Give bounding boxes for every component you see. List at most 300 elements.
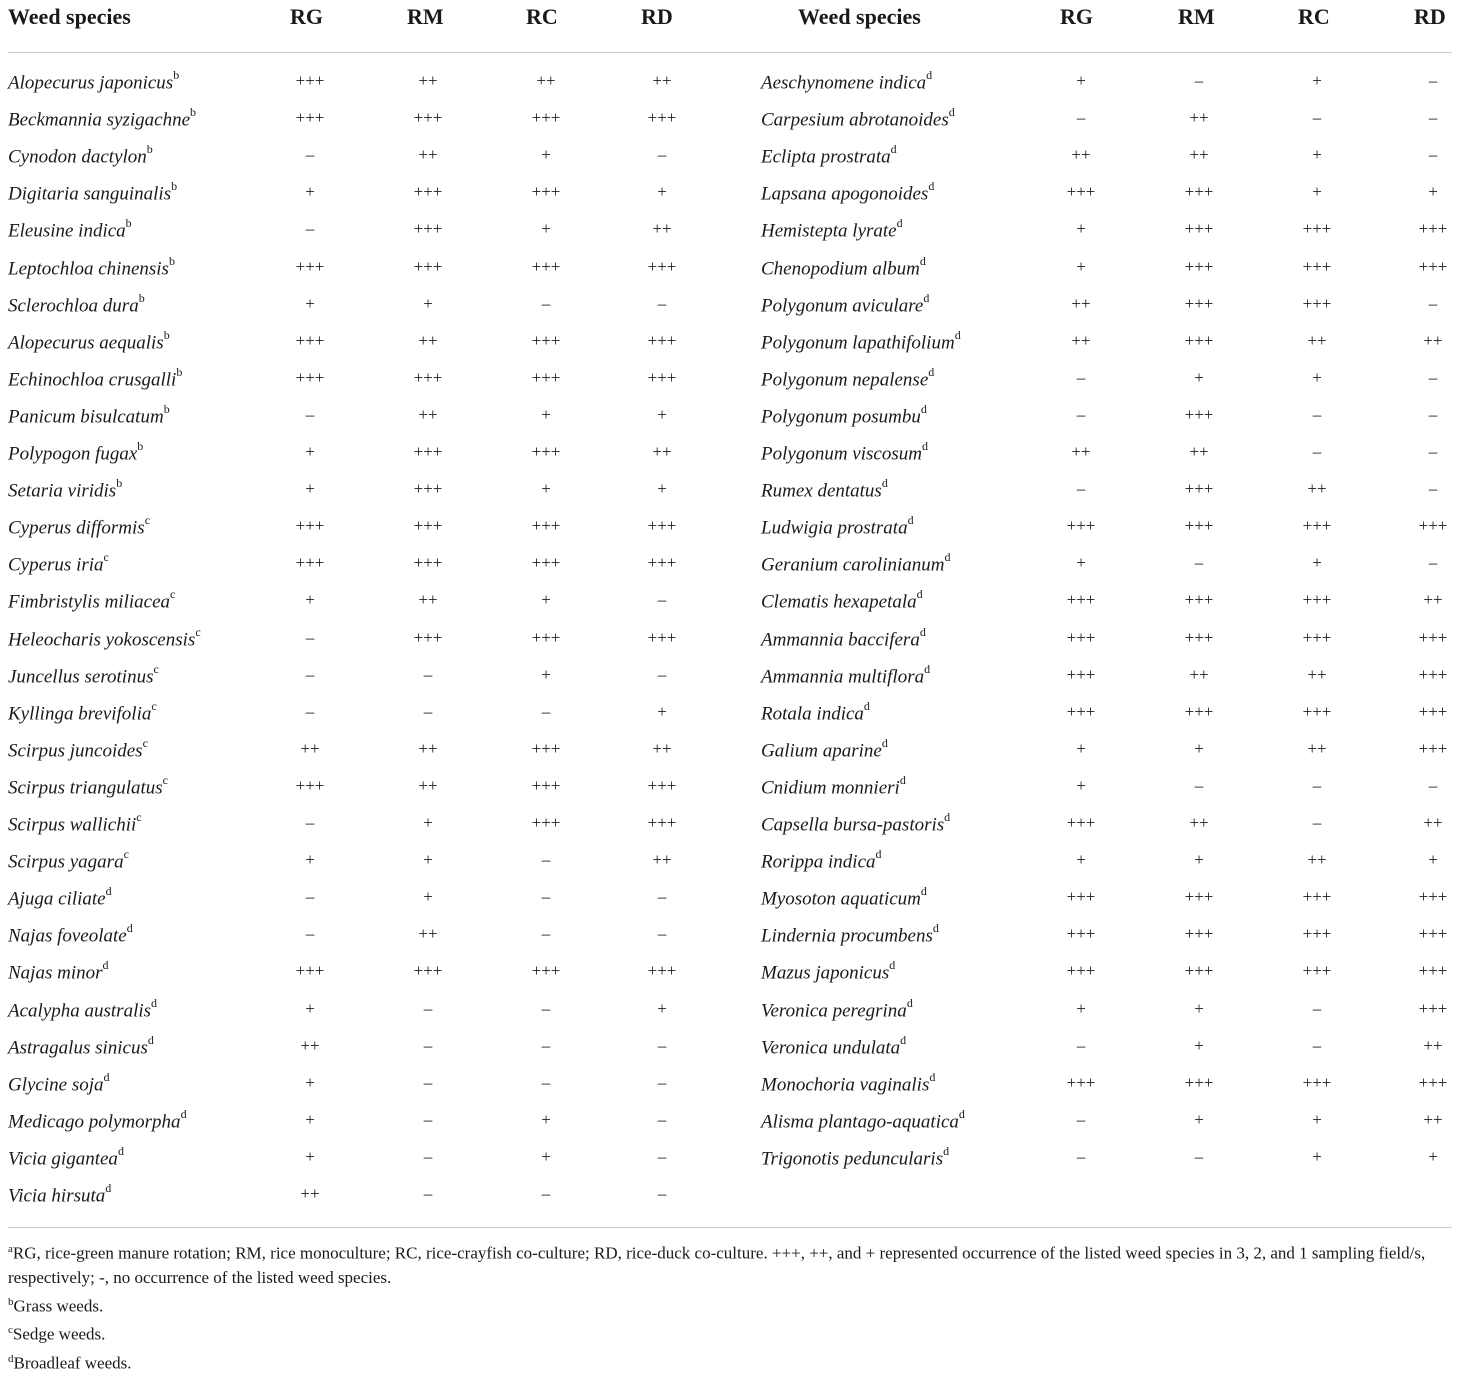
occurrence-rd: – <box>657 1035 667 1055</box>
occurrence-rc: – <box>541 1184 551 1203</box>
species-label: Capsella bursa-pastoris <box>761 814 945 836</box>
right-table-row <box>0 589 1460 626</box>
occurrence-rg: + <box>1076 256 1086 276</box>
occurrence-rc: – <box>1312 108 1322 128</box>
species-name <box>761 960 895 984</box>
occurrence-rc: – <box>1312 404 1322 424</box>
species-category-marker: c <box>170 587 176 602</box>
occurrence-rg: – <box>305 701 315 721</box>
species-category-marker: d <box>919 253 926 268</box>
occurrence-rd: – <box>1428 293 1438 313</box>
species-category-marker: d <box>881 476 888 491</box>
occurrence-rm: ++ <box>1189 442 1209 461</box>
species-category-marker: d <box>180 1106 187 1121</box>
occurrence-rd: +++ <box>647 627 677 647</box>
species-name <box>761 772 906 799</box>
species-name <box>8 1183 111 1207</box>
occurrence-rd: – <box>657 1072 667 1092</box>
right-table-row <box>0 478 1460 515</box>
species-label: Veronica undulata <box>761 1036 901 1058</box>
species-category-marker: b <box>171 179 178 194</box>
occurrence-rd: +++ <box>1418 924 1448 944</box>
occurrence-rm: +++ <box>1184 701 1214 721</box>
occurrence-rg: – <box>305 887 315 907</box>
occurrence-rm: +++ <box>413 479 443 499</box>
header-right-species: Weed species <box>798 4 921 29</box>
species-label: Vicia hirsuta <box>8 1185 106 1207</box>
species-label: Polygonum aviculare <box>761 294 924 316</box>
footnote-b-text: Grass weeds. <box>13 1296 104 1316</box>
occurrence-rm: +++ <box>1184 404 1214 424</box>
occurrence-rg: +++ <box>295 108 325 128</box>
right-table-row <box>0 515 1460 552</box>
occurrence-rd: – <box>1428 145 1438 165</box>
occurrence-rm: +++ <box>1184 516 1214 536</box>
occurrence-rm: +++ <box>1184 627 1214 647</box>
occurrence-rm: +++ <box>1184 590 1214 610</box>
species-category-marker: d <box>932 921 939 936</box>
right-table-row <box>0 253 1460 293</box>
footnote-c <box>8 1318 1452 1347</box>
occurrence-rm: ++ <box>418 404 438 424</box>
species-category-marker: d <box>899 772 906 787</box>
species-label: Acalypha australis <box>8 999 152 1021</box>
occurrence-rd: – <box>657 145 667 165</box>
occurrence-rm: ++ <box>418 590 438 610</box>
species-name <box>761 107 955 131</box>
occurrence-rc: ++ <box>1307 850 1327 870</box>
species-category-marker: b <box>168 253 175 268</box>
occurrence-rc: + <box>541 664 551 684</box>
occurrence-rc: + <box>1312 145 1322 165</box>
occurrence-rg: +++ <box>1066 887 1096 907</box>
species-category-marker: d <box>928 179 935 194</box>
species-name <box>761 995 913 1022</box>
occurrence-rg: ++ <box>1071 145 1091 165</box>
occurrence-rd: +++ <box>647 775 677 795</box>
species-label: Ludwigia prostrata <box>761 517 908 539</box>
occurrence-rc: +++ <box>1302 293 1332 313</box>
occurrence-rg: – <box>1076 367 1086 387</box>
right-table-row <box>0 181 1460 218</box>
occurrence-rd: ++ <box>652 71 672 90</box>
species-name <box>761 441 928 465</box>
occurrence-rg: + <box>305 1072 315 1092</box>
occurrence-rc: ++ <box>1307 330 1327 350</box>
right-table-row <box>0 624 1460 664</box>
occurrence-rc: +++ <box>1302 701 1332 721</box>
species-label: Kyllinga brevifolia <box>8 703 152 725</box>
occurrence-rg: + <box>1076 738 1086 758</box>
species-label: Polypogon fugax <box>8 443 138 465</box>
occurrence-rc: – <box>1312 813 1322 832</box>
occurrence-rd: + <box>657 479 667 499</box>
occurrence-rm: + <box>423 887 433 907</box>
right-table-row <box>0 886 1460 923</box>
occurrence-rd: – <box>1428 553 1438 573</box>
right-table-row <box>0 735 1460 775</box>
occurrence-rg: ++ <box>1071 293 1091 313</box>
occurrence-rd: +++ <box>647 516 677 536</box>
occurrence-rm: +++ <box>413 516 443 536</box>
left-table-row <box>0 1183 1460 1220</box>
species-label: Scirpus wallichii <box>8 814 137 836</box>
occurrence-rd: – <box>657 1146 667 1166</box>
species-name <box>761 290 930 317</box>
footnote-b <box>8 1290 1452 1319</box>
occurrence-rg: + <box>1076 219 1086 239</box>
occurrence-rd: – <box>657 664 667 684</box>
occurrence-rg: – <box>305 627 315 647</box>
occurrence-rm: ++ <box>1189 108 1209 128</box>
occurrence-rm: +++ <box>413 256 443 276</box>
occurrence-rc: + <box>541 479 551 499</box>
occurrence-rc: + <box>1312 71 1322 90</box>
occurrence-rd: +++ <box>1418 256 1448 276</box>
occurrence-rg: +++ <box>1066 664 1096 684</box>
species-category-marker: b <box>163 327 170 342</box>
occurrence-rg: – <box>1076 1146 1086 1166</box>
right-table-row <box>0 1069 1460 1109</box>
species-category-marker: d <box>928 364 935 379</box>
occurrence-rg: +++ <box>1066 182 1096 202</box>
species-category-marker: d <box>944 810 951 824</box>
right-table-row <box>0 960 1460 997</box>
header-left-rc: RC <box>526 4 558 29</box>
occurrence-rm: + <box>1194 1109 1204 1129</box>
occurrence-rg: ++ <box>1071 330 1091 350</box>
right-table-row <box>0 923 1460 960</box>
species-category-marker: d <box>906 995 913 1010</box>
species-label: Monochoria vaginalis <box>761 1074 930 1096</box>
header-right-rc: RC <box>1298 4 1330 29</box>
species-label: Polygonum posumbu <box>761 406 921 428</box>
occurrence-rg: – <box>305 145 315 165</box>
occurrence-rm: ++ <box>418 145 438 165</box>
species-category-marker: d <box>944 550 951 565</box>
occurrence-rc: + <box>1312 1109 1322 1129</box>
species-category-marker: d <box>896 216 903 231</box>
species-category-marker: d <box>907 513 914 528</box>
species-label: Cyperus iria <box>8 554 104 576</box>
species-category-marker: c <box>142 735 148 750</box>
occurrence-rc: +++ <box>531 738 561 758</box>
species-name <box>761 401 927 428</box>
right-table-row <box>0 661 1460 701</box>
footnote-d-text: Broadleaf weeds. <box>13 1353 132 1373</box>
footnote-c-marker: c <box>8 1324 13 1337</box>
occurrence-rc: +++ <box>1302 924 1332 944</box>
occurrence-rg: + <box>305 1109 315 1129</box>
occurrence-rd: +++ <box>1418 664 1448 684</box>
right-table-row <box>0 812 1460 849</box>
species-label: Scirpus yagara <box>8 851 124 873</box>
occurrence-rg: + <box>305 182 315 202</box>
species-name <box>761 849 882 873</box>
species-label: Myosoton aquaticum <box>761 888 921 910</box>
occurrence-rg: + <box>1076 998 1086 1018</box>
occurrence-rc: +++ <box>531 330 561 350</box>
species-category-marker: c <box>136 810 142 824</box>
species-name <box>761 1032 907 1059</box>
species-name <box>761 624 926 651</box>
species-category-marker: c <box>151 698 157 713</box>
occurrence-rg: – <box>1076 1109 1086 1129</box>
species-category-marker: b <box>190 105 197 120</box>
species-label: Alopecurus aequalis <box>8 332 164 354</box>
occurrence-rd: + <box>657 998 667 1018</box>
occurrence-rd: +++ <box>1418 998 1448 1018</box>
species-label: Polygonum nepalense <box>761 369 929 391</box>
occurrence-rm: +++ <box>1184 961 1214 981</box>
occurrence-rc: + <box>1312 182 1322 202</box>
occurrence-rm: +++ <box>1184 924 1214 944</box>
species-label: Scirpus juncoides <box>8 740 143 762</box>
footnote-d-marker: d <box>8 1352 14 1365</box>
occurrence-rm: + <box>1194 1035 1204 1055</box>
species-label: Polygonum viscosum <box>761 443 922 465</box>
occurrence-rd: ++ <box>652 850 672 870</box>
species-category-marker: d <box>900 1032 907 1047</box>
footnote-a-text: RG, rice-green manure rotation; RM, rice monoculture; RC, rice-crayfish co-culture; RD, rice-duck co-culture. +++, ++, and + represented occurrence of the listed weed species in 3, 2, and 1 sampling field/s, respectively; -, no occurrence of the listed weed species. <box>8 1243 1426 1287</box>
occurrence-rg: + <box>1076 775 1086 795</box>
right-table-row <box>0 1143 1460 1183</box>
occurrence-rd: +++ <box>1418 516 1448 536</box>
species-name <box>761 661 931 688</box>
species-category-marker: d <box>881 735 888 750</box>
occurrence-rd: +++ <box>647 813 677 832</box>
species-name <box>761 144 897 168</box>
species-name <box>761 923 939 947</box>
occurrence-rc: +++ <box>531 553 561 573</box>
species-label: Panicum bisulcatum <box>8 406 164 428</box>
occurrence-rm: + <box>423 813 433 832</box>
occurrence-rm: – <box>423 701 433 721</box>
species-label: Sclerochloa dura <box>8 294 139 316</box>
occurrence-rg: ++ <box>300 1035 320 1055</box>
species-name <box>761 364 935 391</box>
header-left-species: Weed species <box>8 4 131 29</box>
species-category-marker: d <box>920 884 927 899</box>
occurrence-rd: ++ <box>1423 1035 1443 1055</box>
species-label: Digitaria sanguinalis <box>8 183 172 205</box>
species-category-marker: d <box>102 958 109 973</box>
occurrence-rm: +++ <box>413 627 443 647</box>
species-category-marker: d <box>117 1143 124 1158</box>
species-label: Mazus japonicus <box>761 962 890 984</box>
species-name <box>761 698 870 725</box>
species-category-marker: d <box>147 1032 154 1047</box>
species-category-marker: d <box>889 958 896 973</box>
species-category-marker: d <box>151 995 158 1010</box>
occurrence-rd: + <box>657 182 667 202</box>
species-category-marker: b <box>116 476 123 491</box>
occurrence-rd: – <box>1428 71 1438 90</box>
species-label: Setaria viridis <box>8 480 117 502</box>
occurrence-rm: – <box>423 998 433 1018</box>
occurrence-rg: +++ <box>1066 516 1096 536</box>
species-name <box>761 886 927 910</box>
occurrence-rg: + <box>305 293 315 313</box>
occurrence-rd: – <box>1428 442 1438 461</box>
footnote-b-marker: b <box>8 1295 14 1308</box>
species-label: Cyperus difformis <box>8 517 145 539</box>
occurrence-rm: ++ <box>418 738 438 758</box>
species-category-marker: d <box>126 921 133 936</box>
species-label: Juncellus serotinus <box>8 665 154 687</box>
occurrence-rc: ++ <box>1307 479 1327 499</box>
occurrence-rg: ++ <box>300 738 320 758</box>
species-label: Fimbristylis miliacea <box>8 591 171 613</box>
occurrence-rd: +++ <box>1418 961 1448 981</box>
species-label: Scirpus triangulatus <box>8 777 163 799</box>
occurrence-rm: + <box>1194 998 1204 1018</box>
occurrence-rd: +++ <box>647 256 677 276</box>
occurrence-rm: – <box>423 1146 433 1166</box>
occurrence-rg: +++ <box>1066 1072 1096 1092</box>
species-category-marker: c <box>153 661 159 676</box>
occurrence-rd: ++ <box>652 442 672 461</box>
occurrence-rm: +++ <box>1184 293 1214 313</box>
species-label: Clematis hexapetala <box>761 591 917 613</box>
right-table-row <box>0 327 1460 367</box>
occurrence-rm: +++ <box>1184 330 1214 350</box>
species-category-marker: d <box>943 1143 950 1158</box>
occurrence-rg: – <box>305 664 315 684</box>
occurrence-rg: – <box>1076 108 1086 128</box>
species-category-marker: c <box>195 624 201 639</box>
occurrence-rc: + <box>541 219 551 239</box>
species-label: Najas minor <box>8 962 103 984</box>
occurrence-rd: ++ <box>1423 813 1443 832</box>
occurrence-rd: +++ <box>647 553 677 573</box>
occurrence-rc: + <box>541 145 551 165</box>
right-table-row <box>0 772 1460 812</box>
species-category-marker: d <box>916 587 923 602</box>
occurrence-rd: + <box>1428 850 1438 870</box>
header-rule <box>8 52 1452 53</box>
occurrence-rg: +++ <box>295 367 325 387</box>
species-label: Ammannia multiflora <box>761 665 925 687</box>
occurrence-rc: + <box>1312 1146 1322 1166</box>
occurrence-rg: +++ <box>295 256 325 276</box>
occurrence-rm: + <box>1194 850 1204 870</box>
footnote-a-marker: a <box>8 1243 13 1255</box>
occurrence-rg: + <box>1076 850 1086 870</box>
species-category-marker: d <box>920 401 927 416</box>
occurrence-rc: +++ <box>531 627 561 647</box>
species-label: Vicia gigantea <box>8 1148 118 1170</box>
occurrence-rc: – <box>1312 775 1322 795</box>
header-right-rd: RD <box>1414 4 1446 29</box>
footnote-d <box>8 1347 1452 1376</box>
species-label: Najas foveolate <box>8 925 127 947</box>
occurrence-rm: +++ <box>1184 479 1214 499</box>
occurrence-rd: ++ <box>1423 330 1443 350</box>
occurrence-rc: +++ <box>531 813 561 832</box>
occurrence-rc: – <box>541 850 551 870</box>
occurrence-rc: – <box>1312 998 1322 1018</box>
species-label: Veronica peregrina <box>761 999 907 1021</box>
occurrence-rd: – <box>657 887 667 907</box>
occurrence-rm: +++ <box>1184 887 1214 907</box>
right-table-row <box>0 401 1460 441</box>
occurrence-rc: + <box>1312 553 1322 573</box>
occurrence-rg: + <box>1076 553 1086 573</box>
occurrence-rd: – <box>657 1109 667 1129</box>
table-header-row <box>0 0 1460 40</box>
occurrence-rg: ++ <box>300 1184 320 1203</box>
occurrence-rg: +++ <box>295 516 325 536</box>
occurrence-rg: + <box>305 479 315 499</box>
header-left-rm: RM <box>407 4 444 29</box>
species-category-marker: d <box>863 698 870 713</box>
occurrence-rm: +++ <box>413 553 443 573</box>
occurrence-rm: +++ <box>413 182 443 202</box>
species-label: Geranium carolinianum <box>761 554 945 576</box>
occurrence-rg: + <box>305 442 315 461</box>
occurrence-rm: +++ <box>1184 182 1214 202</box>
occurrence-rc: +++ <box>531 367 561 387</box>
species-category-marker: c <box>144 513 151 528</box>
occurrence-rd: + <box>1428 182 1438 202</box>
species-category-marker: d <box>954 327 961 342</box>
occurrence-rd: +++ <box>647 961 677 981</box>
species-category-marker: d <box>926 68 933 82</box>
occurrence-rc: +++ <box>1302 1072 1332 1092</box>
occurrence-rc: – <box>1312 442 1322 461</box>
occurrence-rg: +++ <box>1066 924 1096 944</box>
species-category-marker: d <box>103 1069 110 1084</box>
occurrence-rm: ++ <box>418 71 438 90</box>
occurrence-rm: +++ <box>1184 1072 1214 1092</box>
species-name <box>761 589 923 613</box>
right-table-row <box>0 107 1460 144</box>
occurrence-rd: + <box>1428 1146 1438 1166</box>
occurrence-rd: ++ <box>1423 590 1443 610</box>
occurrence-rg: +++ <box>295 775 325 795</box>
species-label: Alisma plantago-aquatica <box>761 1111 959 1133</box>
species-category-marker: d <box>923 290 930 305</box>
occurrence-rc: +++ <box>531 442 561 461</box>
occurrence-rd: +++ <box>647 367 677 387</box>
species-name <box>761 552 950 576</box>
occurrence-rd: +++ <box>1418 627 1448 647</box>
occurrence-rd: +++ <box>647 330 677 350</box>
occurrence-rd: – <box>657 590 667 610</box>
species-label: Rorippa indica <box>761 851 876 873</box>
occurrence-rm: +++ <box>1184 219 1214 239</box>
occurrence-rc: + <box>1312 367 1322 387</box>
right-table-row <box>0 1032 1460 1072</box>
species-category-marker: d <box>921 439 928 453</box>
footnote-a <box>8 1237 1452 1290</box>
species-category-marker: d <box>924 661 931 676</box>
occurrence-rm: + <box>1194 367 1204 387</box>
occurrence-rc: +++ <box>531 256 561 276</box>
occurrence-rg: + <box>305 998 315 1018</box>
occurrence-rg: + <box>305 850 315 870</box>
species-name <box>761 1069 936 1096</box>
occurrence-rg: + <box>1076 71 1086 90</box>
occurrence-rg: – <box>1076 479 1086 499</box>
species-category-marker: b <box>138 290 145 305</box>
occurrence-rg: +++ <box>1066 701 1096 721</box>
species-category-marker: b <box>125 216 132 231</box>
species-name <box>761 1106 965 1133</box>
species-category-marker: b <box>163 401 170 416</box>
occurrence-rm: +++ <box>413 367 443 387</box>
